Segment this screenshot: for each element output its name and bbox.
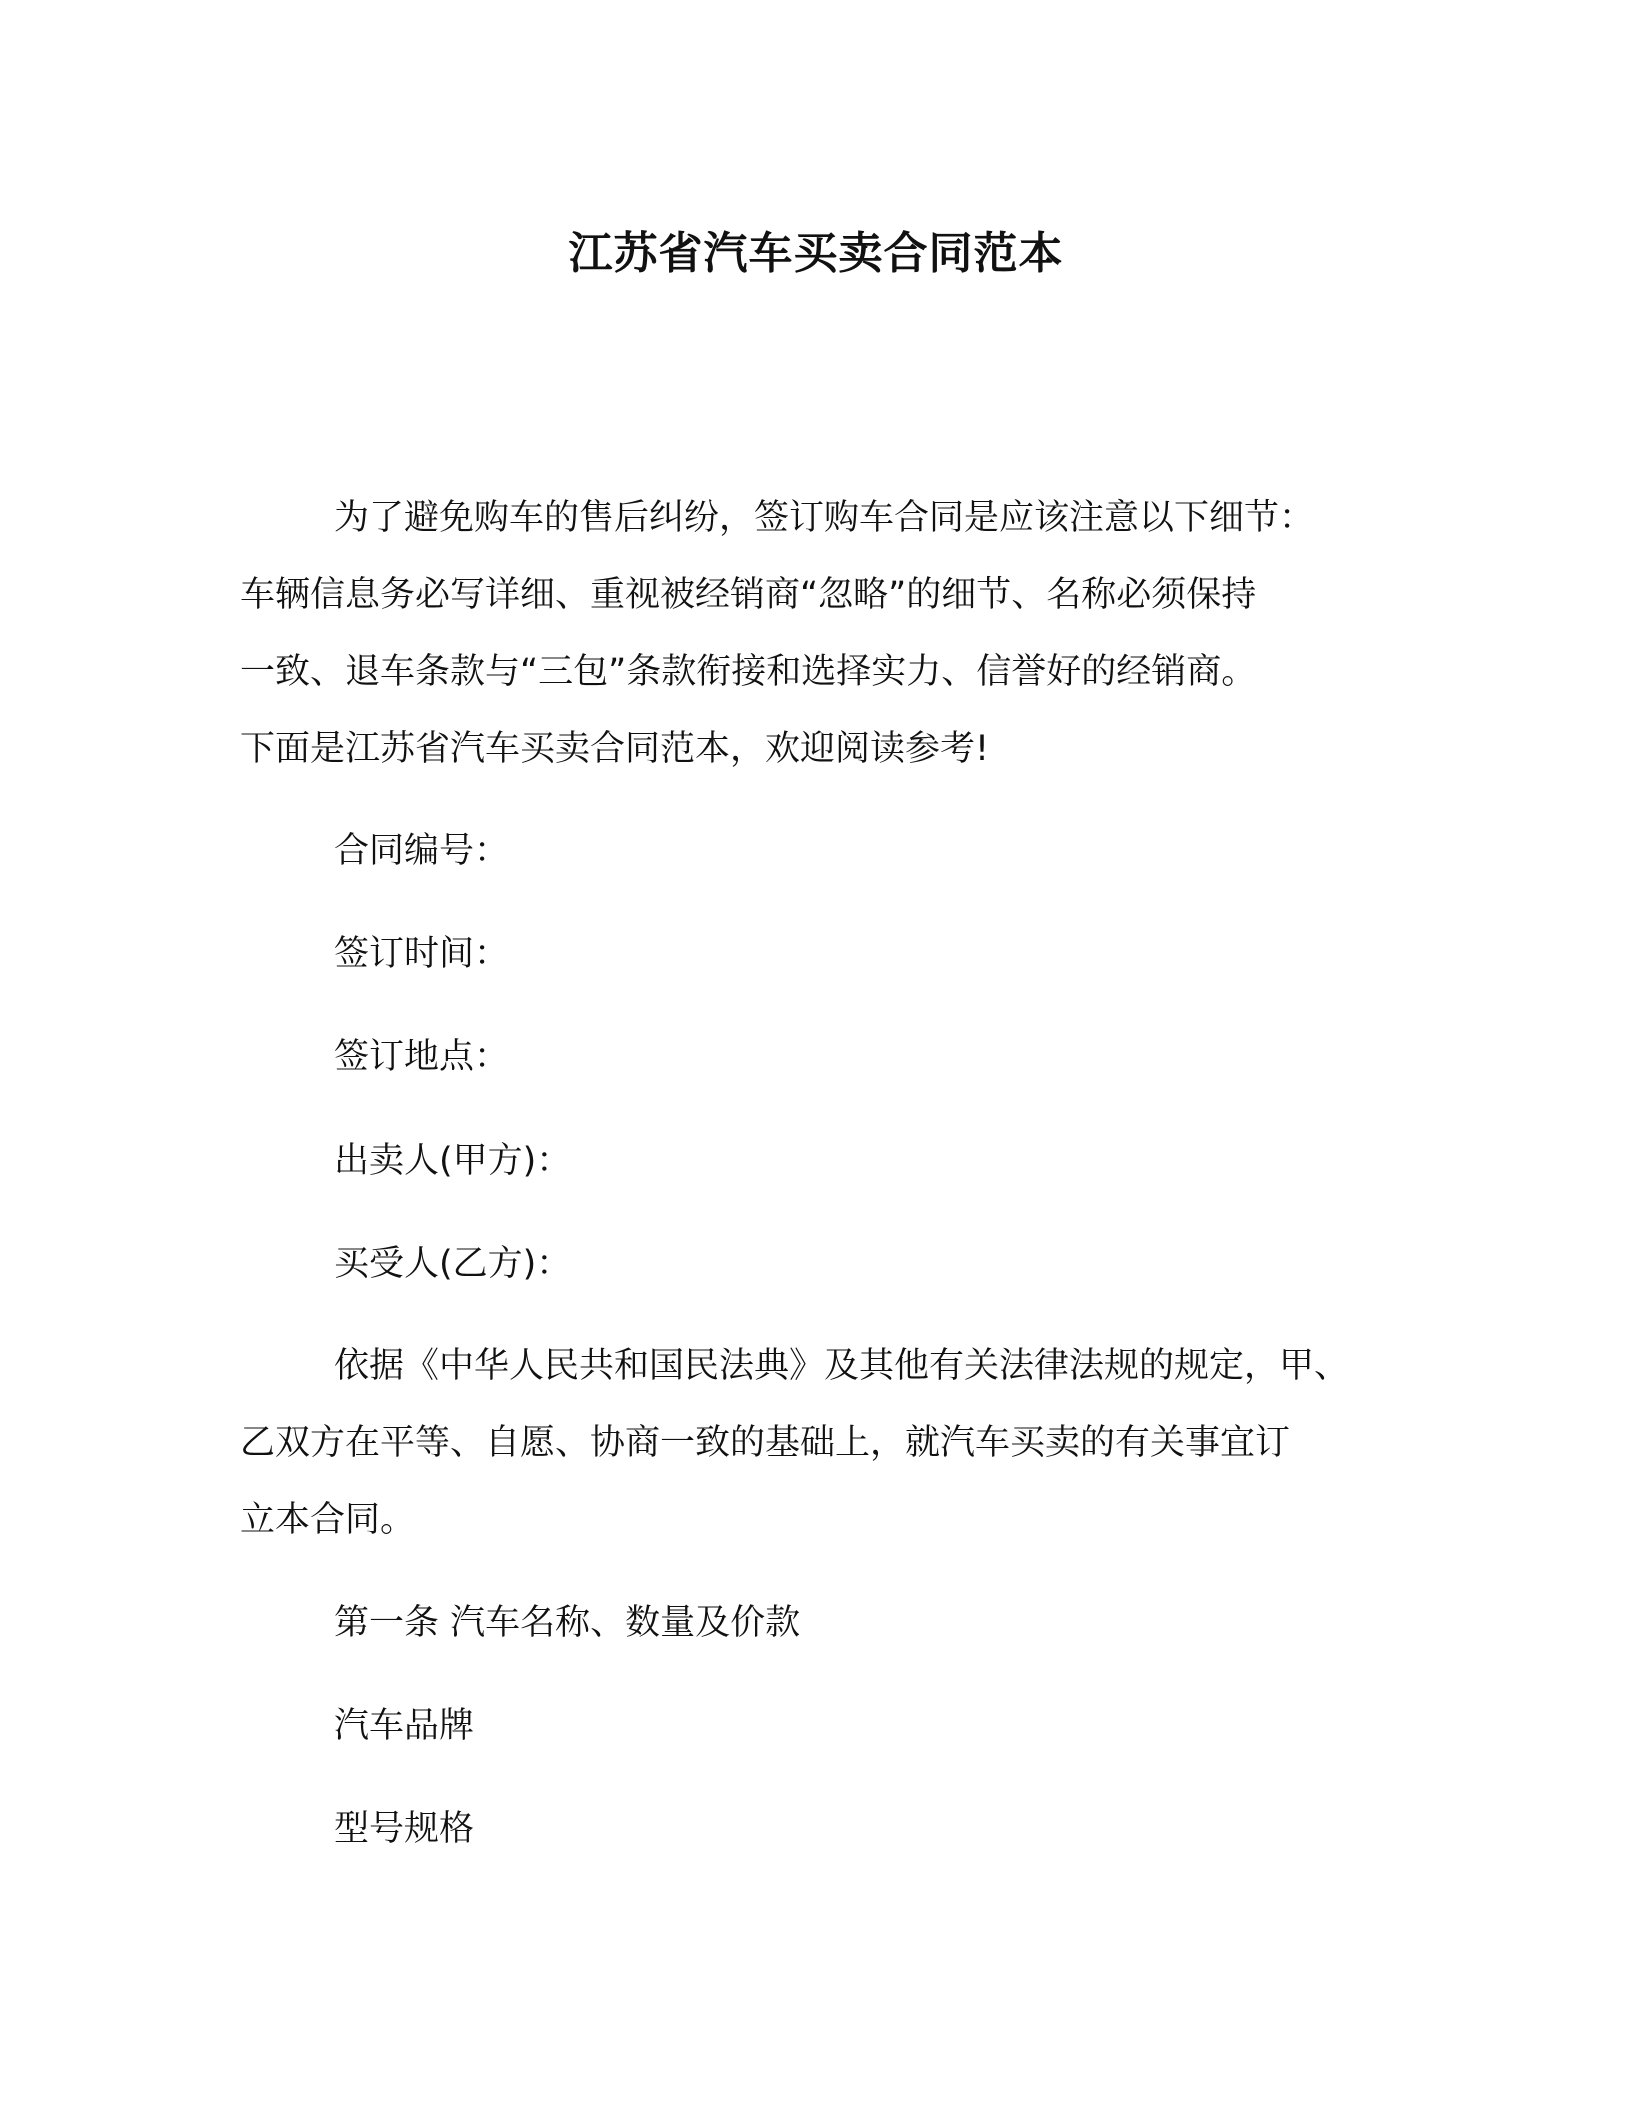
basis-line-1: 依据《中华人民共和国民法典》及其他有关法律法规的规定，甲、	[334, 1346, 1350, 1386]
sign-place-field: 签订地点：	[334, 1037, 510, 1077]
sign-time-field: 签订时间：	[334, 934, 510, 974]
car-brand-label: 汽车品牌	[334, 1706, 475, 1746]
seller-field: 出卖人(甲方)：	[334, 1141, 572, 1181]
basis-line-3: 立本合同。	[240, 1500, 416, 1540]
contract-number-field: 合同编号：	[334, 831, 510, 871]
intro-line-4: 下面是江苏省汽车买卖合同范本，欢迎阅读参考!	[240, 729, 990, 769]
intro-line-1: 为了避免购车的售后纠纷，签订购车合同是应该注意以下细节：	[334, 498, 1315, 538]
intro-line-2: 车辆信息务必写详细、重视被经销商“忽略”的细节、名称必须保持	[240, 575, 1257, 615]
article-1-heading: 第一条 汽车名称、数量及价款	[334, 1603, 801, 1643]
basis-line-2: 乙双方在平等、自愿、协商一致的基础上，就汽车买卖的有关事宜订	[240, 1423, 1291, 1463]
model-spec-label: 型号规格	[334, 1809, 475, 1849]
intro-line-3: 一致、退车条款与“三包”条款衔接和选择实力、信誉好的经销商。	[240, 652, 1257, 692]
buyer-field: 买受人(乙方)：	[334, 1244, 572, 1284]
document-title: 江苏省汽车买卖合同范本	[568, 228, 1064, 279]
